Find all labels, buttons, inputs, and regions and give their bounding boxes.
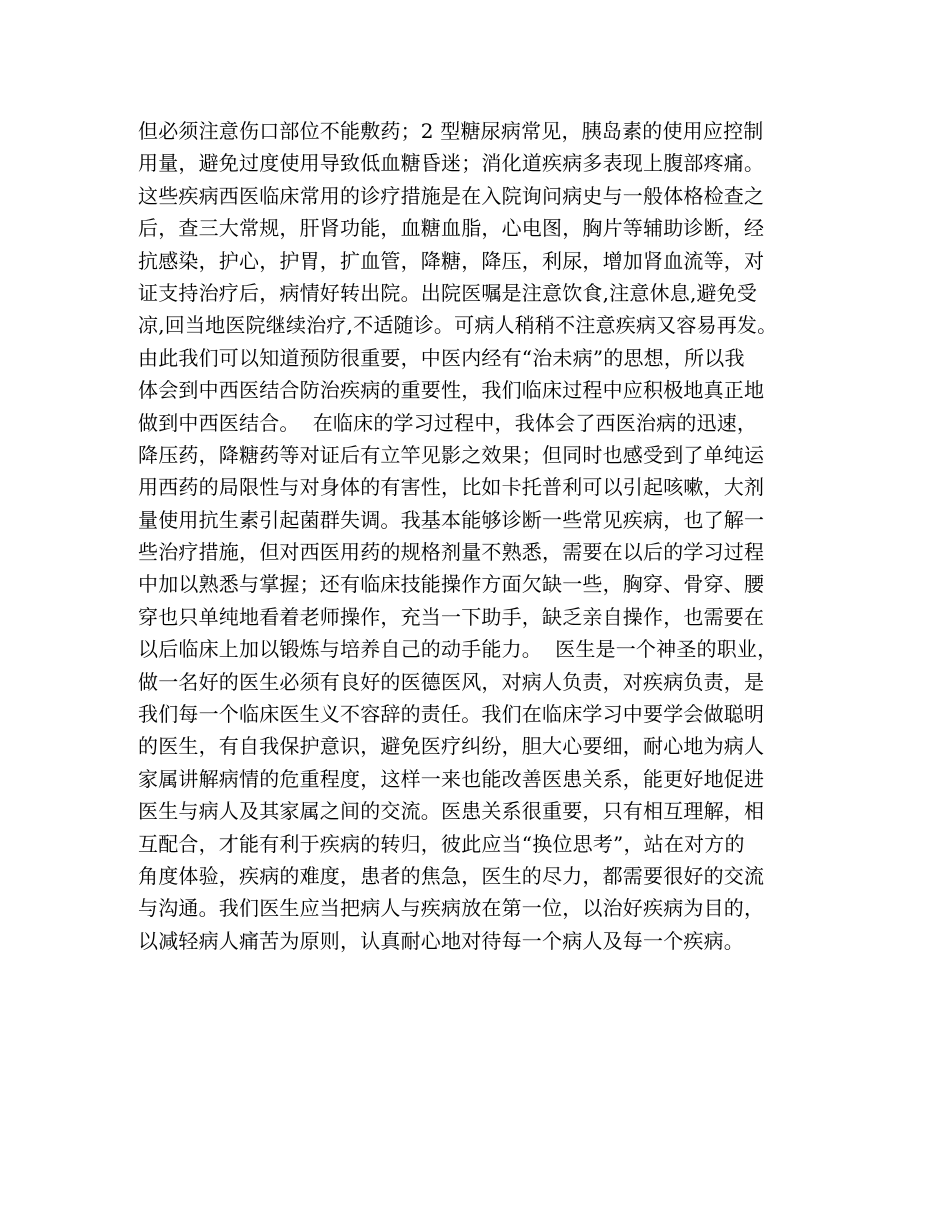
text-line: 但必须注意伤口部位不能敷药；2 型糖尿病常见，胰岛素的使用应控制 [138,119,764,143]
text-line: 由此我们可以知道预防很重要，中医内经有“治未病”的思想，所以我 [138,345,745,370]
text-line: 降压药，降糖药等对证后有立竿见影之效果；但同时也感受到了单纯运 [138,442,765,467]
text-line: 角度体验，疾病的难度，患者的焦急，医生的尽力，都需要很好的交流 [138,863,765,888]
text-line: 体会到中西医结合防治疾病的重要性，我们临床过程中应积极地真正地 [138,378,765,403]
text-line: 家属讲解病情的危重程度，这样一来也能改善医患关系，能更好地促进 [138,766,765,791]
text-line: 医生与病人及其家属之间的交流。医患关系很重要，只有相互理解，相 [138,799,765,824]
text-line: 与沟通。我们医生应当把病人与疾病放在第一位，以治好疾病为目的， [138,896,765,921]
text-line: 用西药的局限性与对身体的有害性，比如卡托普利可以引起咳嗽，大剂 [138,475,765,500]
text-line: 证支持治疗后，病情好转出院。出院医嘱是注意饮食,注意休息,避免受 [138,280,758,305]
text-line: 抗感染，护心，护胃，扩血管，降糖，降压，利尿，增加肾血流等，对 [138,248,765,273]
text-line: 做一名好的医生必须有良好的医德医风，对病人负责，对疾病负责，是 [138,669,765,694]
text-line: 中加以熟悉与掌握；还有临床技能操作方面欠缺一些，胸穿、骨穿、腰 [138,572,765,597]
text-line: 做到中西医结合。 在临床的学习过程中，我体会了西医治病的迅速， [138,410,758,435]
text-line: 些治疗措施，但对西医用药的规格剂量不熟悉，需要在以后的学习过程 [138,540,765,565]
text-line: 的医生，有自我保护意识，避免医疗纠纷，胆大心要细，耐心地为病人 [138,734,765,759]
body-text [138,115,838,957]
text-line: 用量，避免过度使用导致低血糖昏迷；消化道疾病多表现上腹部疼痛。 [138,151,765,176]
text-line: 我们每一个临床医生义不容辞的责任。我们在临床学习中要学会做聪明 [138,702,765,727]
text-line: 量使用抗生素引起菌群失调。我基本能够诊断一些常见疾病，也了解一 [138,507,765,532]
text-line: 凉,回当地医院继续治疗,不适随诊。可病人稍稍不注意疾病又容易再发。 [138,313,778,338]
text-line: 这些疾病西医临床常用的诊疗措施是在入院询问病史与一般体格检查之 [138,183,765,208]
text-line: 互配合，才能有利于疾病的转归，彼此应当“换位思考”，站在对方的 [138,831,745,856]
text-line: 穿也只单纯地看着老师操作，充当一下助手，缺乏亲自操作，也需要在 [138,604,765,629]
text-line: 后，查三大常规，肝肾功能，血糖血脂，心电图，胸片等辅助诊断，经 [138,216,765,241]
text-line: 以后临床上加以锻炼与培养自己的动手能力。 医生是一个神圣的职业， [138,637,778,662]
text-line: 以减轻病人痛苦为原则，认真耐心地对待每一个病人及每一个疾病。 [138,928,744,953]
